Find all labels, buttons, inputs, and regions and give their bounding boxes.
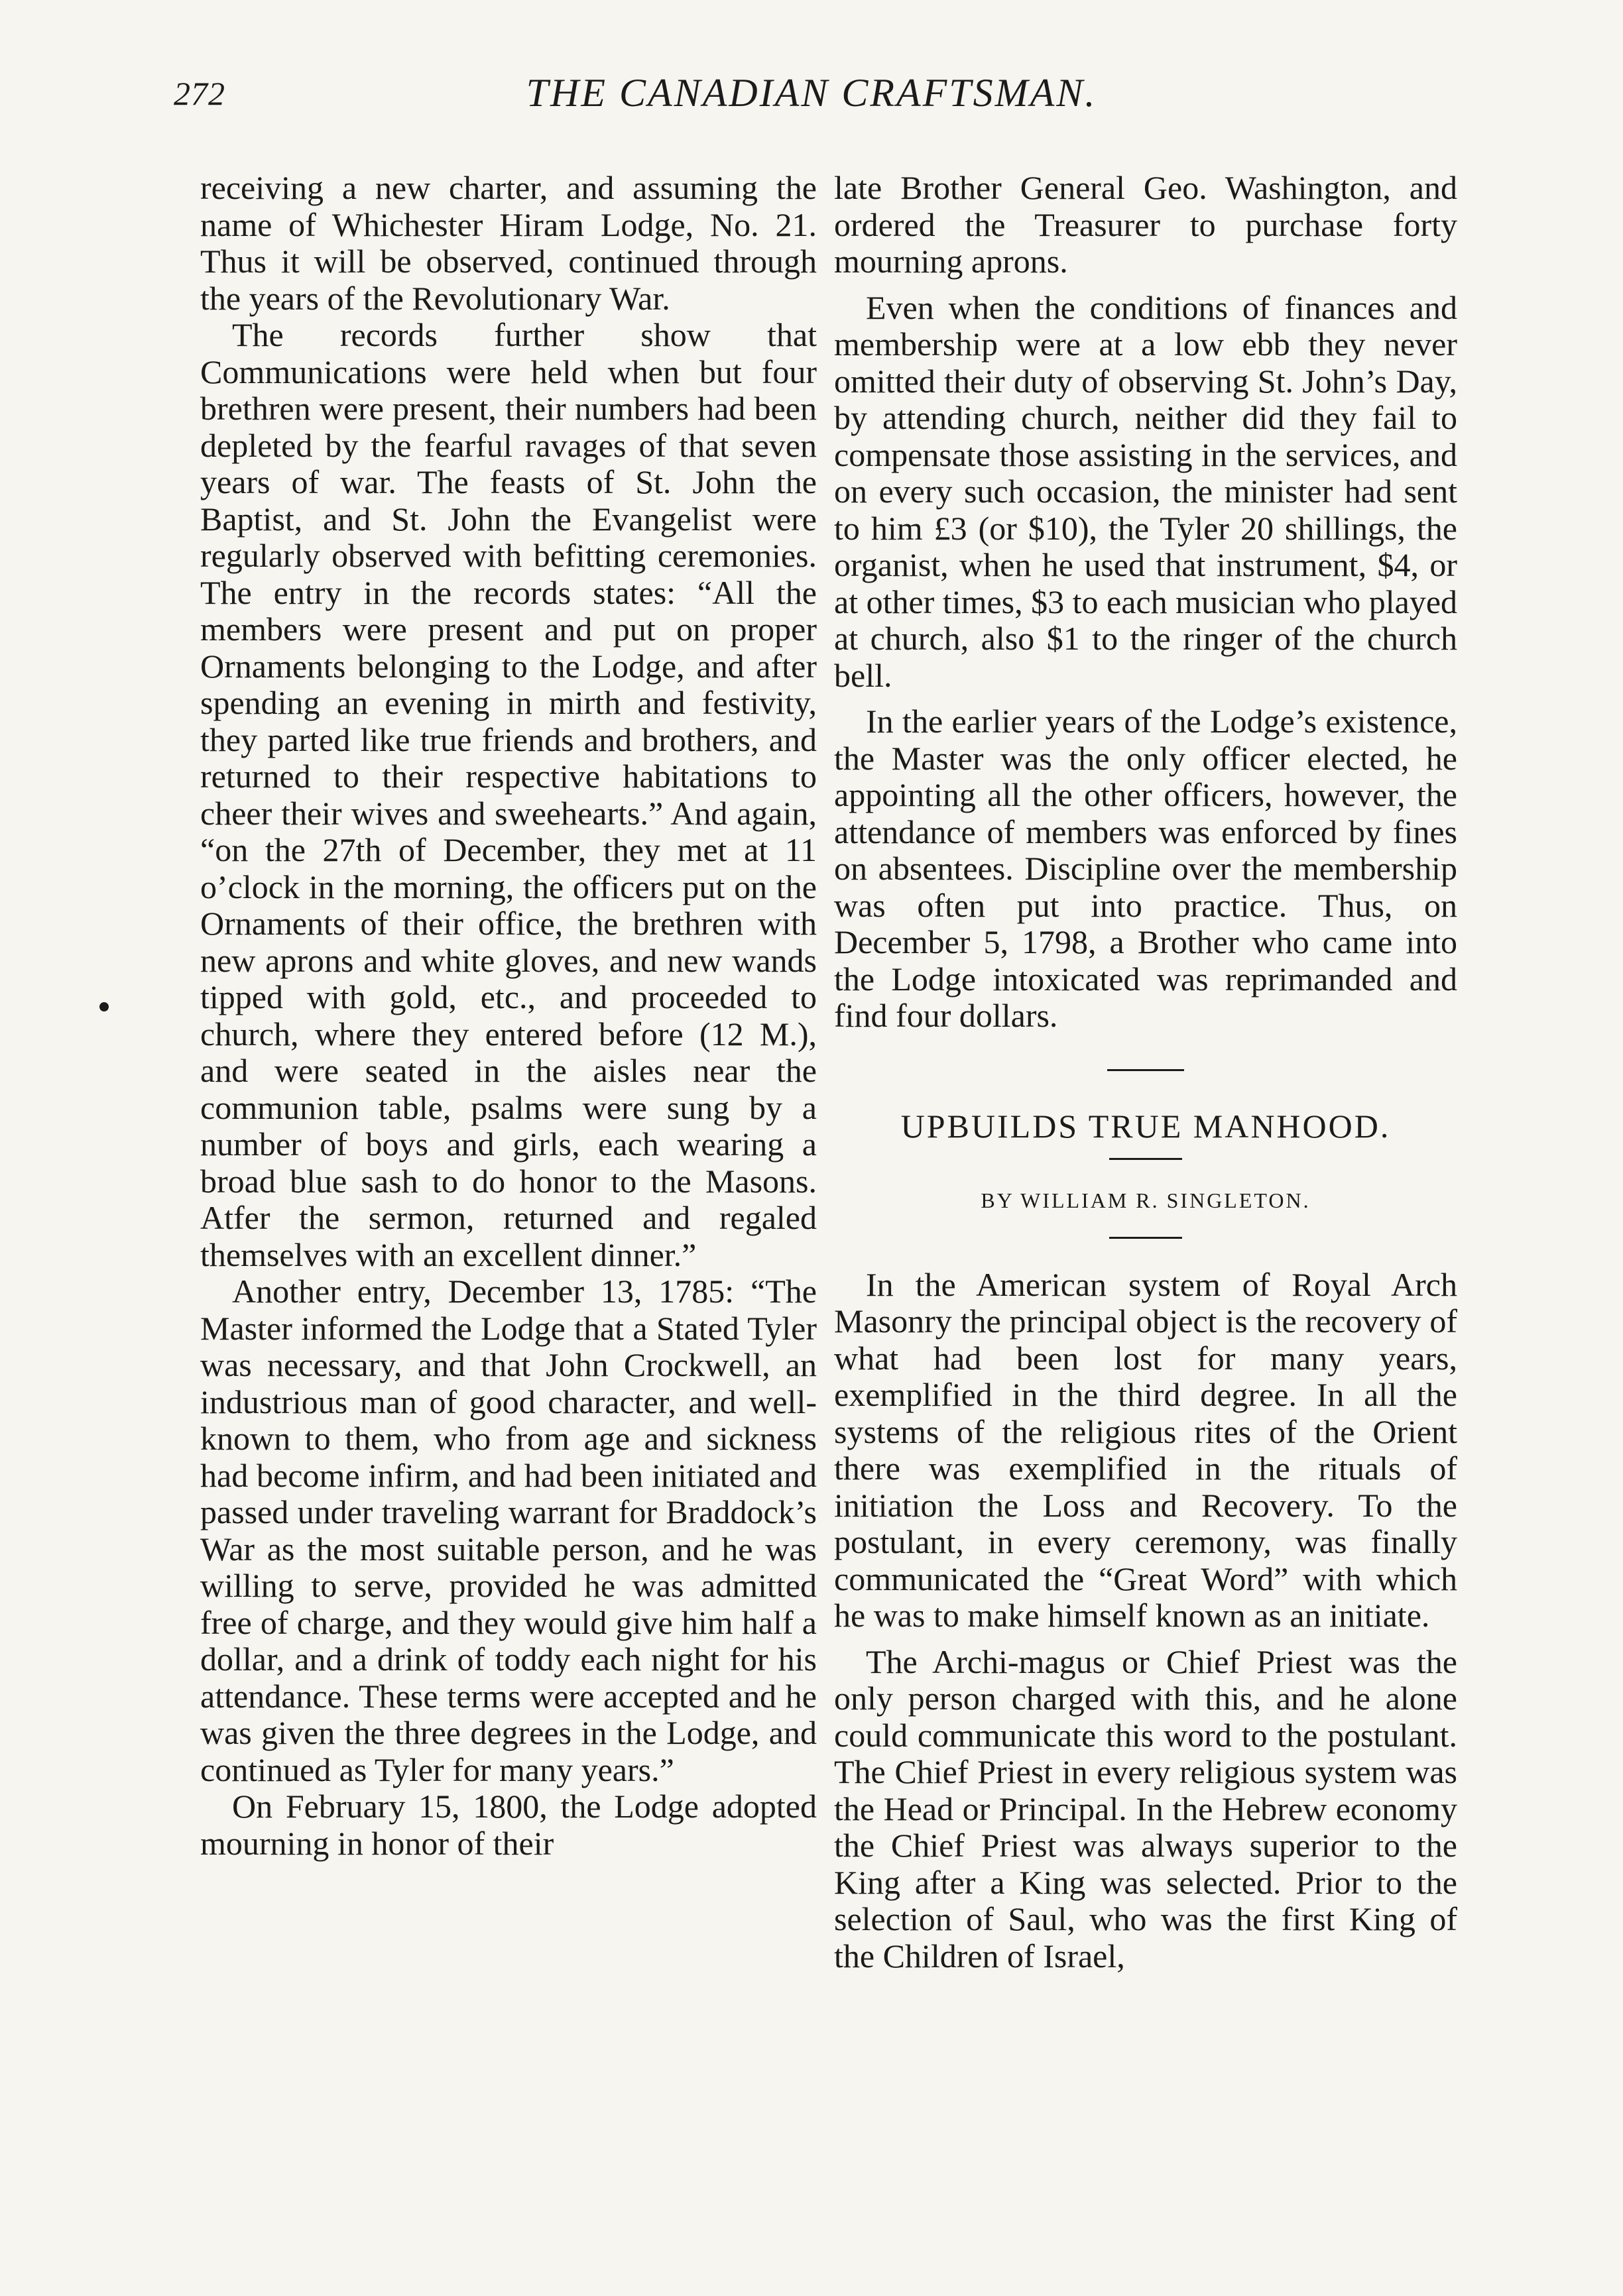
left-paragraph-2: The records further show that Communications were held when but four brethren were present, their numbers had been depleted by the fearful ravages of that seven years of war. The feasts of St. John the Baptist, and St. John the Evangelist were regularly observed with befitting ceremonies. The entry in the records states: “All the members were present and put on proper Ornaments belonging to the Lodge, and after spending an evening in mirth and festivity, they parted like true friends and brothers, and returned to their respective habitations to cheer their wives and sweehearts.” And again, “on the 27th of December, they met at 11 o’clock in the morning, the officers put on the Ornaments of their office, the brethren with new aprons and white gloves, and new wands tipped with gold, etc., and proceeded to church, where they entered before (12 M.), and were seated in the aisles near the communion table, psalms were sung by a number of boys and girls, each wearing a broad blue sash to do honor to the Masons. Atfer the sermon, returned and regaled themselves with an excellent dinner.” (200, 316, 817, 1273)
right-paragraph-4: In the American system of Royal Arch Masonry the principal object is the recovery of what had been lost for many years, exemplified in the third degree. In all the systems of the religious rites of the Orient there was exemplified in the rituals of initiation the Loss and Recovery. To the postulant, in every ceremony, was finally communicated the “Great Word” with which he was to make himself known as an initiate. (834, 1265, 1457, 1634)
left-column (200, 170, 817, 1862)
right-paragraph-5: The Archi-magus or Chief Priest was the only person charged with this, and he alone could communicate this word to the postulant. The Chief Priest in every religious system was the Head or Principal. In the Hebrew economy the Chief Priest was always superior to the King after a King was selected. Prior to the selection of Saul, who was the first King of the Children of Israel, (834, 1642, 1457, 1975)
stray-ink-dot (99, 1002, 109, 1011)
right-paragraph-1: late Brother General Geo. Washington, and ordered the Treasurer to purchase forty mourning aprons. (834, 169, 1457, 280)
byline-rule (1109, 1237, 1182, 1239)
left-paragraph-1: receiving a new charter, and assuming the name of Whichester Hiram Lodge, No. 21. Thus it will be observed, continued through the years of the Revolutionary War. (200, 169, 817, 317)
title-rule (1109, 1158, 1182, 1160)
section-divider (1107, 1069, 1184, 1071)
right-paragraph-3: In the earlier years of the Lodge’s existence, the Master was the only officer elected, he appointing all the other officers, however, the attendance of members was enforced by fines on absentees. Discipline over the membership was often put into practice. Thus, on December 5, 1798, a Brother who came into the Lodge intoxicated was reprimanded and find four dollars. (834, 703, 1457, 1034)
right-paragraph-2: Even when the conditions of finances and membership were at a low ebb they never omitted their duty of observing St. John’s Day, by attending church, neither did they fail to compensate those assisting in the services, and on every such occasion, the minister had sent to him £3 (or $10), the Tyler 20 shillings, the organist, when he used that instrument, $4, or at other times, $3 to each musician who played at church, also $1 to the ringer of the church bell. (834, 288, 1458, 694)
running-title: THE CANADIAN CRAFTSMAN. (526, 71, 1097, 115)
section-title: UPBUILDS TRUE MANHOOD. (900, 1107, 1391, 1145)
right-column (834, 170, 1457, 1975)
page-number: 272 (174, 75, 225, 112)
byline: BY WILLIAM R. SINGLETON. (981, 1188, 1311, 1212)
left-paragraph-4: On February 15, 1800, the Lodge adopted mourning in honor of their (200, 1788, 817, 1862)
left-paragraph-3: Another entry, December 13, 1785: “The Master informed the Lodge that a Stated Tyler was necessary, and that John Crockwell, an industrious man of good character, and well-known to them, who from age and sickness had become infirm, and had been initiated and passed under traveling warrant for Braddock’s War as the most suitable person, and he was willing to serve, provided he was admitted free of charge, and they would give him half a dollar, and a drink of toddy each night for his attendance. These terms were accepted and he was given the three degrees in the Lodge, and continued as Tyler for many years.” (200, 1273, 817, 1788)
